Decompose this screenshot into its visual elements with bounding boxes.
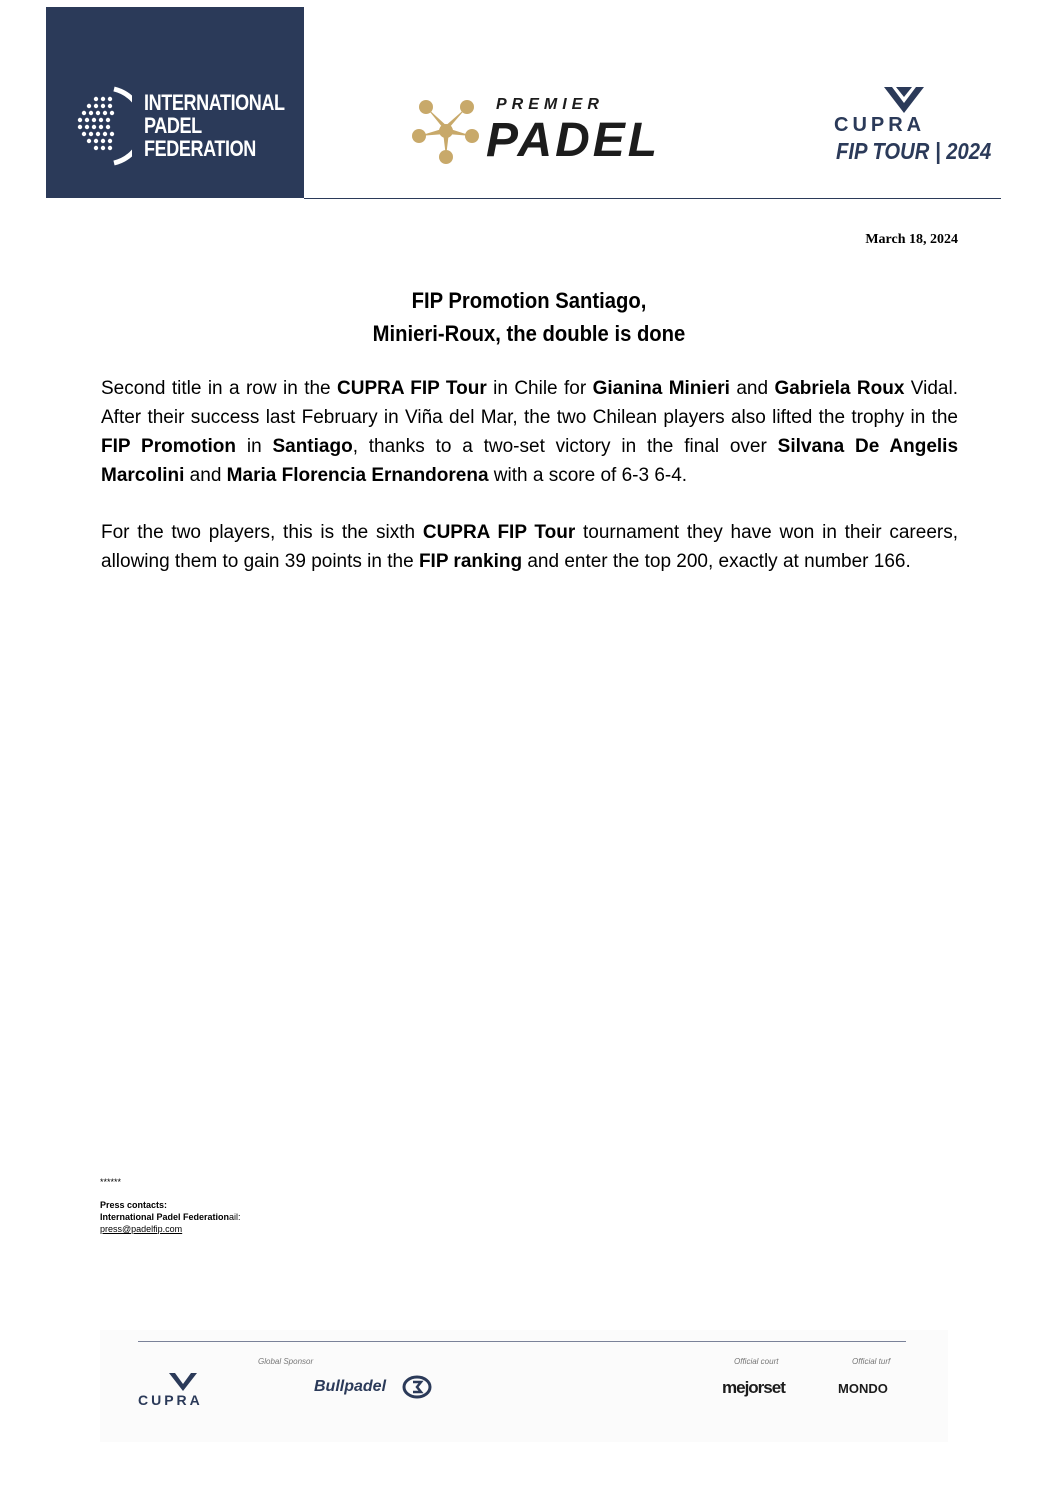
cupra-wordmark: CUPRA (834, 114, 926, 136)
cupra-emblem-icon (882, 85, 926, 115)
separator-stars: ****** (100, 1177, 122, 1187)
text-run: in Chile for (486, 378, 593, 399)
bold-run: Gianina Minieri (592, 378, 730, 399)
official-turf-caption: Official turf (852, 1357, 891, 1366)
text-run: Vidal. After their success last February in Viña del Mar, the two Chilean players also lifted the trophy in the (101, 378, 958, 428)
body-paragraph-2 (101, 518, 958, 576)
text-run: , thanks to a two-set victory in the final over (352, 436, 778, 457)
text-run: tournament they have won in their careers, allowing them to gain 39 points in the (101, 522, 958, 572)
fip-logo-line: INTERNATIONAL (144, 90, 285, 115)
press-org-suffix: ail: (229, 1212, 241, 1222)
bold-run: CUPRA FIP Tour (337, 378, 487, 399)
bold-run: FIP Promotion (101, 436, 237, 457)
global-sponsor-caption: Global Sponsor (258, 1357, 314, 1366)
official-court-caption: Official court (734, 1357, 779, 1366)
fip-tour-2024-label: FIP TOUR | 2024 (836, 138, 992, 164)
footer-divider (138, 1341, 906, 1342)
press-release-date: March 18, 2024 (865, 232, 958, 247)
fip-logo-block (46, 7, 304, 198)
text-run: For the two players, this is the sixth (101, 522, 423, 543)
text-run: Second title in a row in the (101, 378, 338, 399)
fip-logo-line: PADEL (144, 113, 202, 138)
text-run: and enter the top 200, exactly at number 166. (522, 551, 911, 572)
bold-run: Santiago (272, 436, 353, 457)
title-line-1: FIP Promotion Santiago, (411, 288, 647, 313)
bold-run: Gabriela Roux (774, 378, 905, 399)
text-run: in (236, 436, 273, 457)
body-paragraph-1 (101, 374, 958, 490)
text-run: with a score of 6-3 6-4. (488, 465, 688, 486)
footer-bullpadel-logo: Bullpadel (314, 1378, 387, 1395)
footer-mejorset-logo: mejorset (722, 1378, 785, 1397)
premier-padel-flower-icon (412, 98, 480, 164)
sponsor-footer (100, 1330, 948, 1442)
title-line-2: Minieri-Roux, the double is done (372, 321, 686, 346)
press-org-name: International Padel Federation (100, 1212, 230, 1222)
bold-run: Maria Florencia Ernandorena (226, 465, 489, 486)
footer-cupra-logo: CUPRA (138, 1392, 203, 1408)
fip-logo-text (144, 91, 285, 160)
fip-ball-icon (76, 85, 132, 167)
text-run: and (729, 378, 775, 399)
press-email-link[interactable]: press@padelfip.com (100, 1224, 183, 1234)
bold-run: FIP ranking (418, 551, 523, 572)
press-contacts-heading: Press contacts: (100, 1200, 168, 1210)
premier-label: PREMIER (496, 96, 604, 113)
bullpadel-ring-icon (402, 1375, 432, 1399)
bold-run: CUPRA FIP Tour (422, 522, 576, 543)
footer-cupra-emblem-icon (168, 1372, 198, 1392)
press-contacts (100, 1176, 241, 1235)
article-title (42, 284, 1015, 350)
article-body (101, 374, 958, 604)
fip-logo-line: FEDERATION (144, 136, 256, 161)
footer-mondo-logo: MONDO (838, 1381, 888, 1396)
text-run: and (184, 465, 227, 486)
padel-label: PADEL (486, 114, 661, 167)
bold-run: Silvana De Angelis Marcolini (101, 436, 959, 486)
header-divider (304, 198, 1001, 199)
